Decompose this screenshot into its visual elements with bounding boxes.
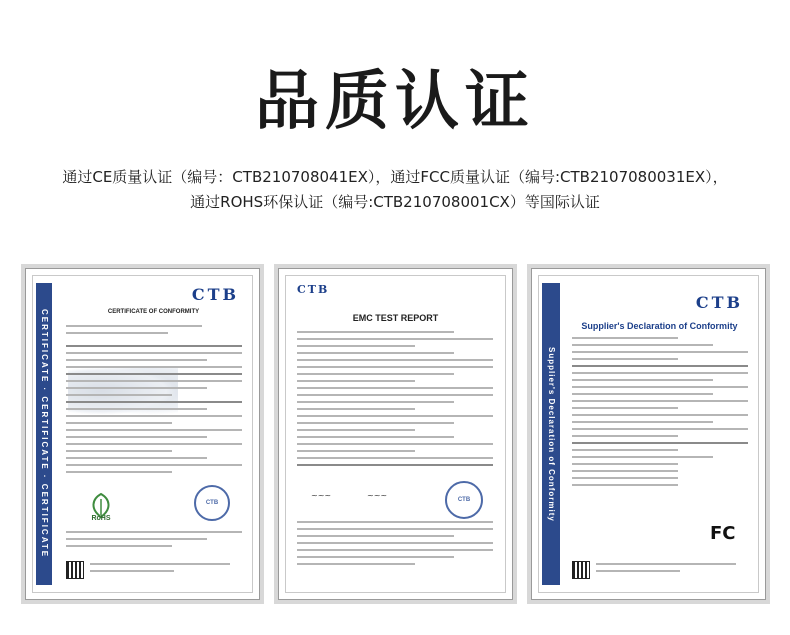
certification-description-line-1: 通过CE质量认证（编号：CTB210708041EX），通过FCC质量认证（编号:CTB2107080031EX）， [62, 168, 728, 186]
report-footer-lines [297, 521, 493, 570]
certificate-body-lines [66, 345, 242, 478]
report-field-lines [297, 331, 493, 471]
declaration-body-lines [572, 337, 748, 491]
ctb-seal-icon: CTB [445, 481, 483, 519]
lab-address-lines [90, 563, 230, 577]
fcc-logo-icon: FC [710, 523, 736, 544]
lab-address-lines [596, 563, 736, 577]
certificate-title: CERTIFICATE OF CONFORMITY [107, 309, 200, 315]
ctb-logo: CTB [695, 293, 743, 312]
emc-test-report-image [278, 268, 513, 600]
certificate-footer-lines [66, 531, 242, 552]
certificate-side-band: CERTIFICATE · CERTIFICATE · CERTIFICATE [36, 283, 52, 585]
certificate-text-lines [66, 325, 236, 339]
ctb-seal-icon: CTB [194, 485, 230, 521]
ctb-logo: CTB [297, 283, 330, 296]
reviewed-by-signature: ~~~ [367, 491, 388, 500]
ce-certificate-image [25, 268, 260, 600]
rohs-badge-icon [84, 491, 118, 521]
fcc-declaration-image [531, 268, 766, 600]
qr-code-icon [66, 561, 84, 579]
declaration-title: Supplier's Declaration of Conformity [581, 321, 738, 331]
page-title: 品质认证 [255, 65, 535, 139]
report-title: EMC TEST REPORT [352, 313, 439, 323]
qr-code-icon [572, 561, 590, 579]
rohs-label: RoHS [91, 515, 111, 521]
certification-description-line-2: 通过ROHS环保认证（编号:CTB210708001CX）等国际认证 [190, 193, 600, 211]
certificate-side-band: Supplier's Declaration of Conformity [542, 283, 560, 585]
ctb-logo: CTB [191, 285, 239, 304]
compiled-by-signature: ~~~ [311, 491, 332, 500]
